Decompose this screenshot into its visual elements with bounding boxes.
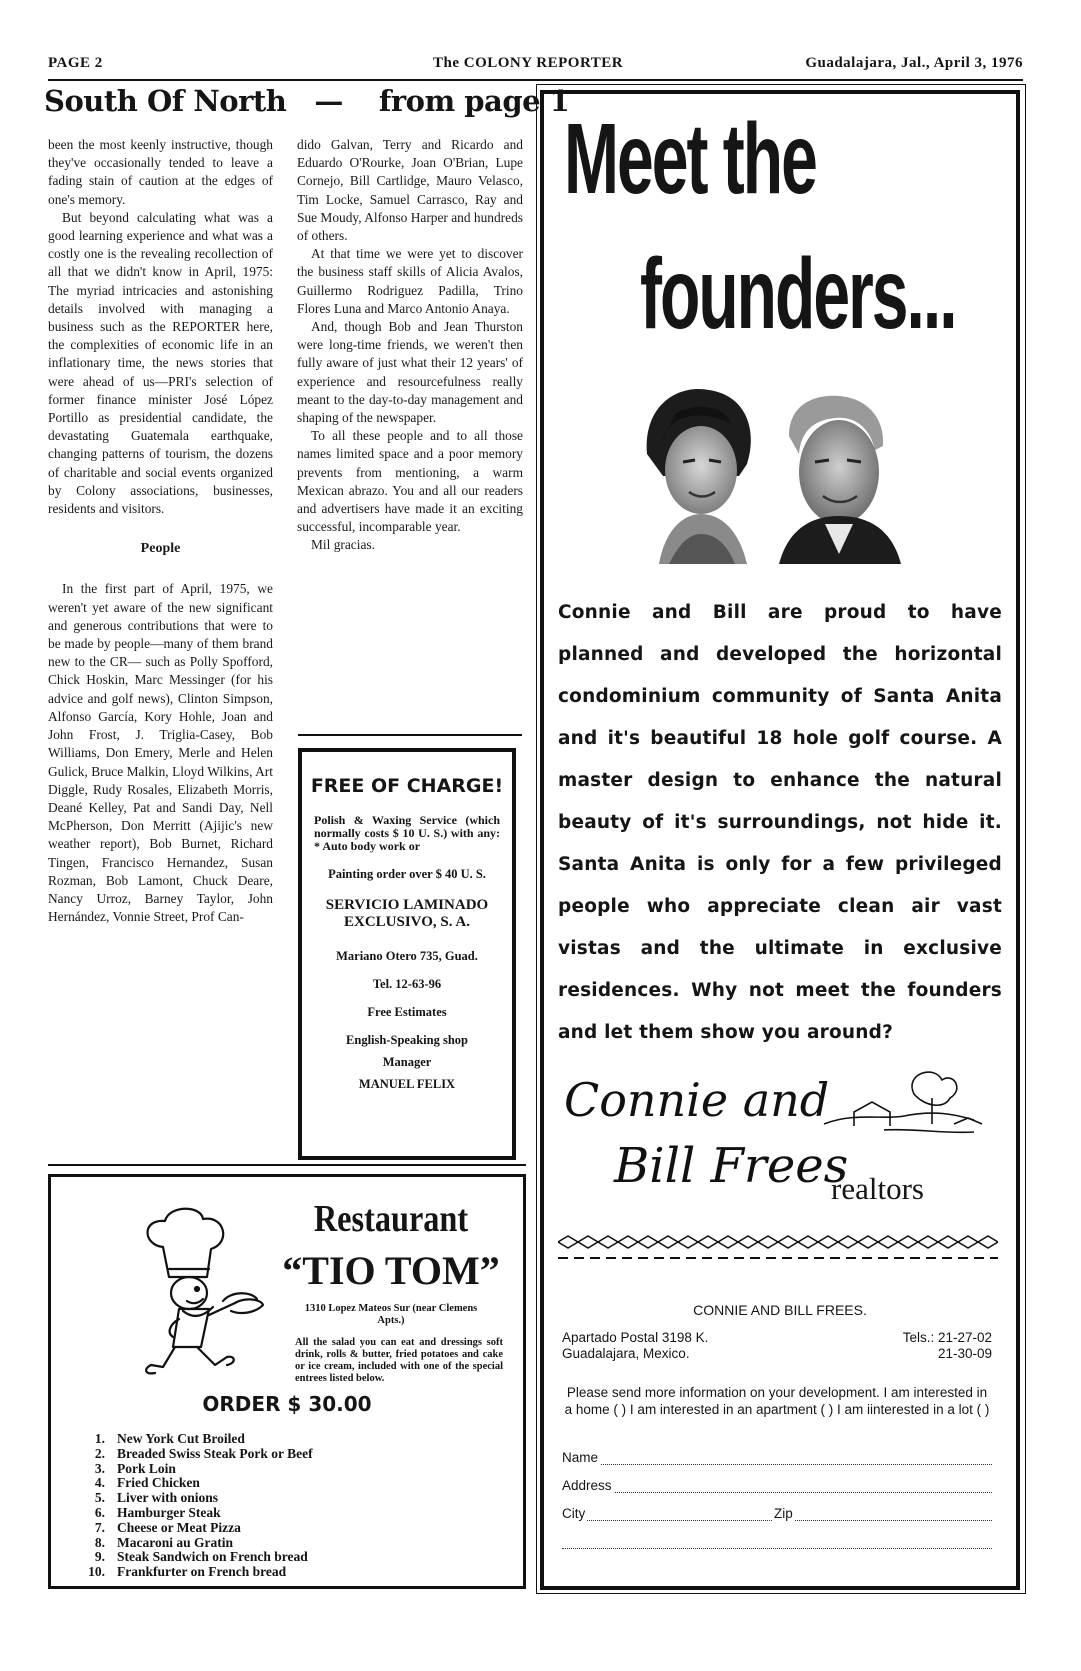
headline-continued: from page 1 [378, 84, 570, 118]
realtor-ad-headline-1: Meet the [564, 103, 816, 215]
city-zip-field[interactable] [562, 1506, 992, 1524]
restaurant-address: 1310 Lopez Mateos Sur (near Clemens Apts.) [304, 1303, 478, 1326]
ad-divider [298, 734, 522, 736]
menu-item-number: 5. [94, 1490, 105, 1506]
restaurant-name: “TIO TOM” [282, 1248, 500, 1293]
article-paragraph: dido Galvan, Terry and Ricardo and Eduardo O'Rourke, Joan O'Brian, Lupe Cornejo, Bill Cartlidge, Mauro Velasco, Tim Locke, Samuel Carrasco, Ray and Sue Moudy, Alfonso Harper and hundreds of others. [297, 137, 523, 244]
menu-item [75, 1536, 475, 1551]
article-paragraph: To all these people and to all those names limited space and a poor memory prevents from mentioning, a warm Mexican abrazo. You and all our readers and advertisers have made it an exciting successful, incomparable year. [297, 428, 523, 535]
free-ad-phone: Tel. 12-63-96 [372, 977, 442, 991]
free-ad-manager-label: Manager [382, 1055, 432, 1069]
founders-photo [639, 384, 909, 564]
extra-field[interactable] [562, 1534, 992, 1552]
article-paragraph: been the most keenly instructive, though they've occasionally tended to leave a fading stain of caution at the edges of one's memory. [48, 137, 273, 207]
telephone-2: 21-30-09 [937, 1346, 992, 1361]
menu-item-label: Pork Loin [117, 1460, 176, 1476]
page-number: PAGE 2 [48, 55, 103, 71]
menu-item-number: 10. [88, 1564, 105, 1580]
menu-item-number: 8. [94, 1534, 105, 1550]
information-request-text: Please send more information on your development. I am interested in a home ( ) I am interested in an apartment ( ) I am iinterested in a lot ( ) [564, 1385, 990, 1417]
restaurant-ad [48, 1174, 526, 1589]
restaurant-menu [75, 1432, 475, 1580]
menu-item-label: New York Cut Broiled [117, 1431, 245, 1446]
telephone-1: Tels.: 21-27-02 [902, 1330, 992, 1345]
restaurant-title: Restaurant [313, 1198, 469, 1240]
realtor-ad-body: Connie and Bill are proud to have planned and developed the horizontal condominium community of Santa Anita and it's beautiful 18 hole golf course. A master design to enhance the natural beauty of it's surroundings, not hide it. Santa Anita is only for a few privileged people who appreciate clean air vast vistas and the ultimate in exclusive residences. Why not meet the founders and let them show you around? [558, 602, 1002, 1043]
menu-item-label: Hamburger Steak [117, 1504, 221, 1520]
dateline: Guadalajara, Jal., April 3, 1976 [805, 55, 1023, 71]
menu-item-number: 4. [94, 1475, 105, 1491]
menu-item-label: Steak Sandwich on French bread [117, 1549, 308, 1565]
free-ad-company: SERVICIO LAMINADO EXCLUSIVO, S. A. [325, 897, 489, 930]
menu-item-number: 3. [94, 1460, 105, 1476]
menu-item-number: 9. [94, 1549, 105, 1565]
name-field[interactable] [562, 1450, 992, 1468]
menu-item-number: 1. [94, 1431, 105, 1446]
free-ad-title: FREE OF CHARGE! [310, 775, 504, 797]
masthead [48, 55, 1023, 77]
article-column-1 [48, 136, 273, 926]
city-address: Guadalajara, Mexico. [562, 1346, 690, 1361]
menu-item-label: Macaroni au Gratin [117, 1534, 233, 1550]
newspaper-name: The COLONY REPORTER [433, 55, 624, 71]
menu-item-number: 2. [94, 1445, 105, 1461]
headline-title: South Of North [44, 84, 287, 118]
free-ad-offer: Painting order over $ 40 U. S. [328, 867, 486, 881]
free-ad-shop: English-Speaking shop [346, 1033, 468, 1047]
realtors-label: realtors [831, 1171, 924, 1206]
realtor-ad [540, 90, 1020, 1590]
name-field-label: Name [562, 1450, 599, 1465]
free-of-charge-ad [298, 748, 516, 1160]
restaurant-order-price: ORDER $ 30.00 [202, 1392, 372, 1416]
contact-name: CONNIE AND BILL FREES. [693, 1302, 867, 1318]
menu-item-label: Fried Chicken [117, 1475, 200, 1491]
signature-line-2: Bill Frees [614, 1138, 849, 1194]
address-field[interactable] [562, 1478, 992, 1496]
restaurant-description: All the salad you can eat and dressings soft drink, rolls & butter, fried potatoes and cake or ice cream, included with one of the special entrees listed below. [295, 1337, 503, 1384]
extra-field-line[interactable] [562, 1548, 992, 1549]
man-portrait [779, 396, 901, 564]
address-field-line[interactable] [562, 1492, 992, 1493]
menu-item-label: Liver with onions [117, 1490, 219, 1506]
article-paragraph: At that time we were yet to discover the business staff skills of Alicia Avalos, Guillermo Rodriguez Padilla, Trino Flores Luna and Marco Antonio Anaya. [297, 246, 523, 316]
landscape-sketch-icon [824, 1072, 982, 1132]
free-ad-address: Mariano Otero 735, Guad. [336, 949, 478, 963]
menu-item [75, 1432, 475, 1447]
menu-item [75, 1491, 475, 1506]
article-subhead: People [140, 541, 181, 557]
realtor-ad-headline-2: founders... [640, 238, 956, 350]
address-field-label: Address [562, 1478, 612, 1493]
decorative-border [558, 1234, 998, 1264]
masthead-rule [48, 79, 1023, 81]
chef-illustration [123, 1207, 273, 1387]
menu-item [75, 1462, 475, 1477]
free-ad-manager: MANUEL FELIX [358, 1077, 456, 1091]
menu-item [75, 1476, 475, 1491]
menu-item [75, 1447, 475, 1462]
contact-row-2 [562, 1346, 992, 1362]
city-field-label: City [562, 1506, 586, 1521]
menu-item [75, 1506, 475, 1521]
zip-field-label: Zip [774, 1506, 793, 1521]
menu-item [75, 1565, 475, 1580]
menu-item-label: Cheese or Meat Pizza [117, 1519, 241, 1535]
menu-item-number: 6. [94, 1504, 105, 1520]
article-headline [44, 84, 570, 124]
menu-item [75, 1550, 475, 1565]
menu-item-label: Breaded Swiss Steak Pork or Beef [117, 1445, 313, 1461]
menu-item-number: 7. [94, 1519, 105, 1535]
free-ad-body: Polish & Waxing Service (which normally costs $ 10 U. S.) with any: * Auto body work or [314, 813, 500, 853]
article-paragraph: Mil gracias. [311, 537, 375, 553]
realtor-signature-logo [554, 1054, 1004, 1214]
menu-item-label: Frankfurter on French bread [117, 1564, 287, 1580]
article-paragraph: And, though Bob and Jean Thurston were long-time friends, we weren't then fully aware of just what their 12 years' of experience and resourcefulness really meant to the day-to-day management and shaping of the newspaper. [297, 319, 523, 426]
article-paragraph: In the first part of April, 1975, we weren't yet aware of the new significant and generous contributions that were to be made by people—many of them brand new to the CR— such as Polly Spofford, Chick Hoskin, Marc Messinger (for his advice and golf news), Clinton Simpson, Alfonso García, Kory Hohle, Joan and John Frost, J. Triglia-Casey, Bob Williams, Don Emery, Merle and Helen Gulick, Bruce Malkin, Lloyd Wilkins, Art Diggle, Rudy Rosales, Elizabeth Morris, Deané Kelley, Pat and Sandi Day, Nell McPherson, Don Merritt (Ajijic's new weather report), Bob Burnet, Richard Tingen, Francisco Hernandez, Susan Rozman, Bob Lamont, Chuck Deare, Nancy Urroz, Barney Taylor, John Hernández, Vonnie Street, Prof Can- [48, 581, 273, 925]
contact-row-1 [562, 1330, 992, 1346]
article-column-2 [297, 136, 523, 555]
headline-dash: — [314, 84, 343, 118]
name-field-line[interactable] [562, 1464, 992, 1465]
postal-address: Apartado Postal 3198 K. [562, 1330, 709, 1345]
article-paragraph: But beyond calculating what was a good learning experience and what was a costly one is the revealing recollection of all that we didn't know in April, 1975: The myriad intricacies and astonishing details involved with managing a business such as the REPORTER here, the complexities of economic life in an inflationary time, the news stories that were ahead of us—PRI's selection of former finance minister José López Portillo as presidential candidate, the devastating Guatemala earthquake, changing patterns of tourism, the dozens of charitable and social events organized by Colony associations, businesses, residents and visitors. [48, 209, 273, 517]
ad-divider [48, 1164, 526, 1166]
free-ad-estimates: Free Estimates [367, 1005, 447, 1019]
woman-portrait [647, 389, 751, 564]
menu-item [75, 1521, 475, 1536]
signature-line-1: Connie and [564, 1073, 830, 1127]
